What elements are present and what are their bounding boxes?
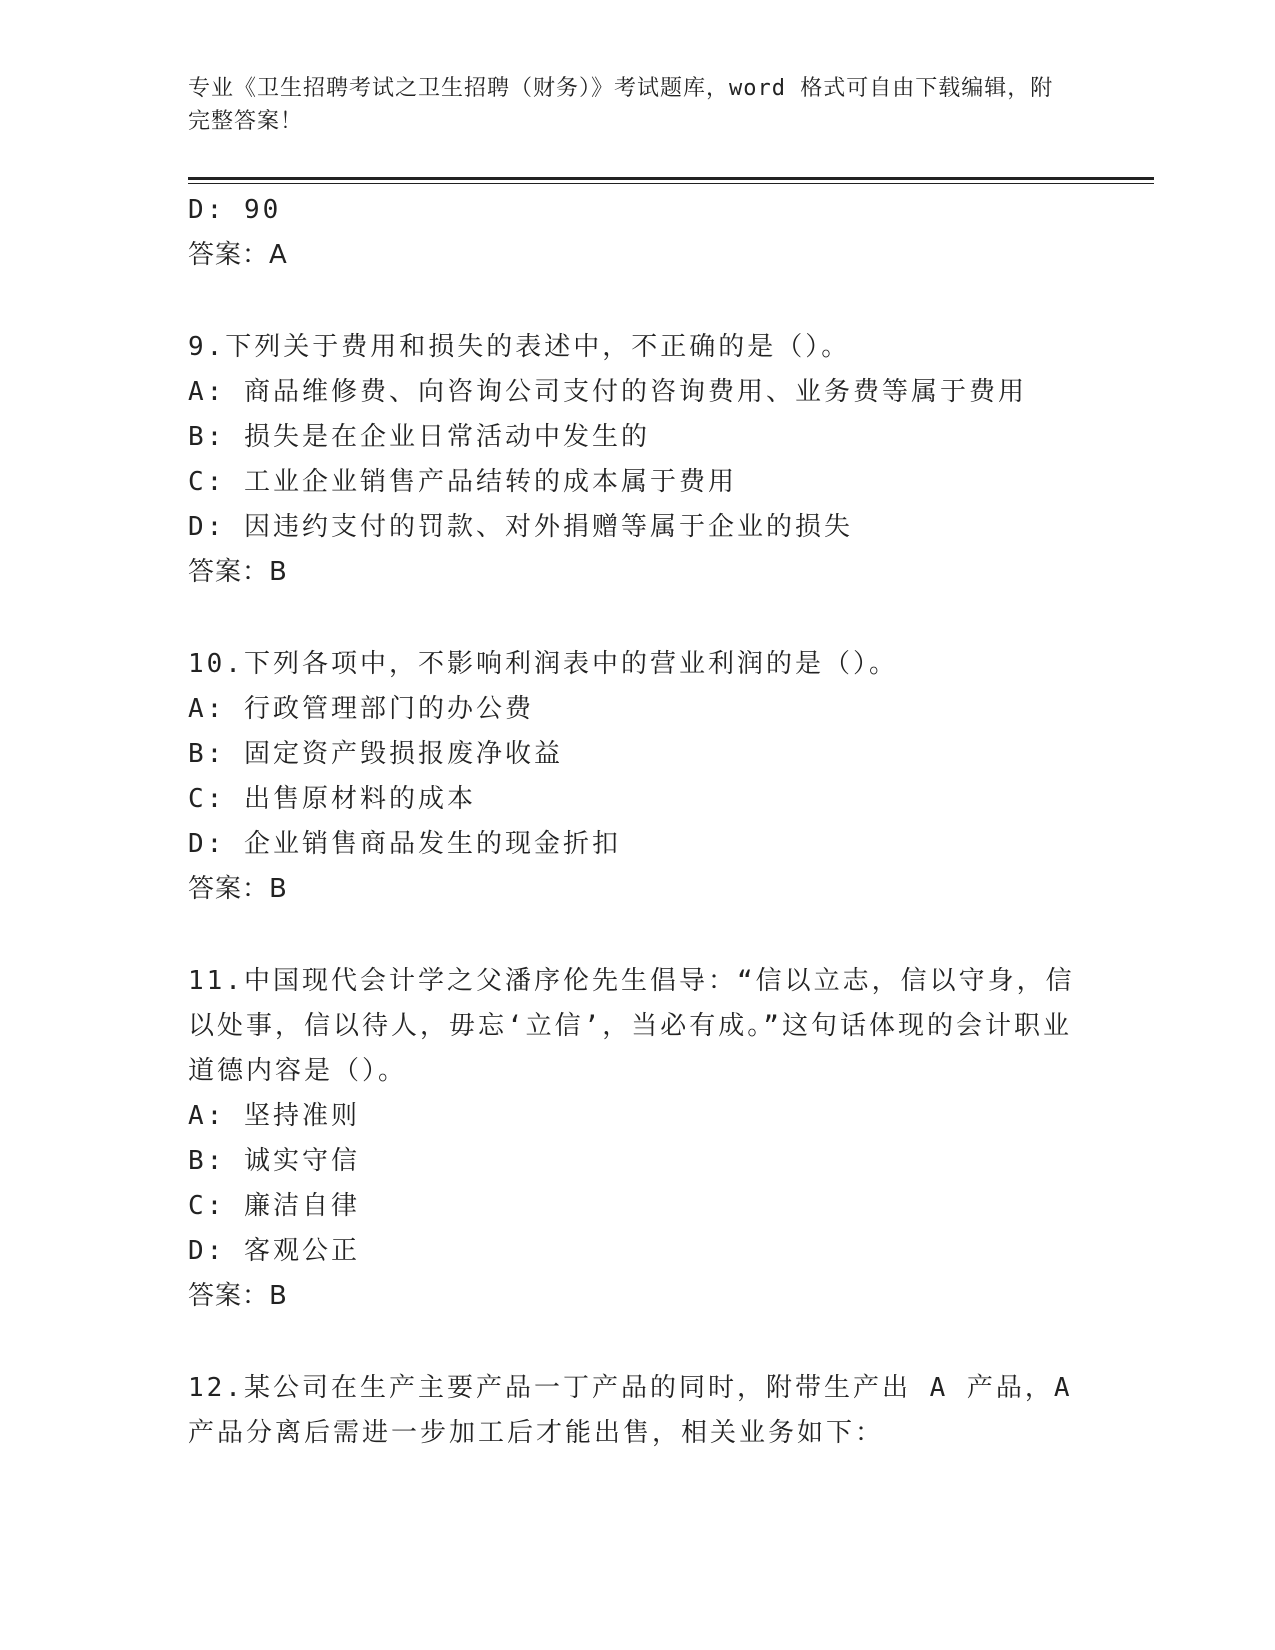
question-9-stem: 9.下列关于费用和损失的表述中，不正确的是（）。	[188, 332, 851, 362]
header-divider-thick	[188, 177, 1154, 180]
question-9	[188, 325, 1088, 595]
question-9-option-b: B: 损失是在企业日常活动中发生的	[188, 422, 650, 452]
page-header: 专业《卫生招聘考试之卫生招聘（财务）》考试题库，word 格式可自由下载编辑，附完整答案！	[188, 76, 1054, 134]
question-10	[188, 642, 1088, 912]
question-11-option-b: B: 诚实守信	[188, 1146, 360, 1176]
question-9-answer: 答案：B	[188, 557, 288, 587]
question-10-stem: 10.下列各项中，不影响利润表中的营业利润的是（）。	[188, 649, 898, 679]
question-11-answer: 答案：B	[188, 1281, 288, 1311]
question-11	[188, 959, 1088, 1319]
question-10-option-b: B: 固定资产毁损报废净收益	[188, 739, 563, 769]
header-divider-thin	[188, 183, 1154, 184]
question-10-option-c: C: 出售原材料的成本	[188, 784, 476, 814]
question-11-option-c: C: 廉洁自律	[188, 1191, 360, 1221]
question-11-option-d: D: 客观公正	[188, 1236, 360, 1266]
prev-answer: 答案：A	[188, 240, 288, 270]
question-11-option-a: A: 坚持准则	[188, 1101, 360, 1131]
question-10-option-a: A: 行政管理部门的办公费	[188, 694, 534, 724]
question-12-stem: 12.某公司在生产主要产品一丁产品的同时，附带生产出 A 产品，A 产品分离后需进一步加工后才能出售，相关业务如下：	[188, 1373, 1073, 1448]
prev-option-d: D: 90	[188, 195, 282, 225]
question-10-answer: 答案：B	[188, 874, 288, 904]
question-9-option-d: D: 因违约支付的罚款、对外捐赠等属于企业的损失	[188, 512, 853, 542]
question-9-option-c: C: 工业企业销售产品结转的成本属于费用	[188, 467, 737, 497]
question-10-option-d: D: 企业销售商品发生的现金折扣	[188, 829, 621, 859]
question-content	[188, 188, 1088, 1456]
question-12	[188, 1366, 1088, 1456]
question-11-stem: 11.中国现代会计学之父潘序伦先生倡导：“信以立志，信以守身，信以处事，信以待人，毋忘‘立信’，当必有成。”这句话体现的会计职业道德内容是（）。	[188, 966, 1075, 1086]
question-9-option-a: A: 商品维修费、向咨询公司支付的咨询费用、业务费等属于费用	[188, 377, 1027, 407]
